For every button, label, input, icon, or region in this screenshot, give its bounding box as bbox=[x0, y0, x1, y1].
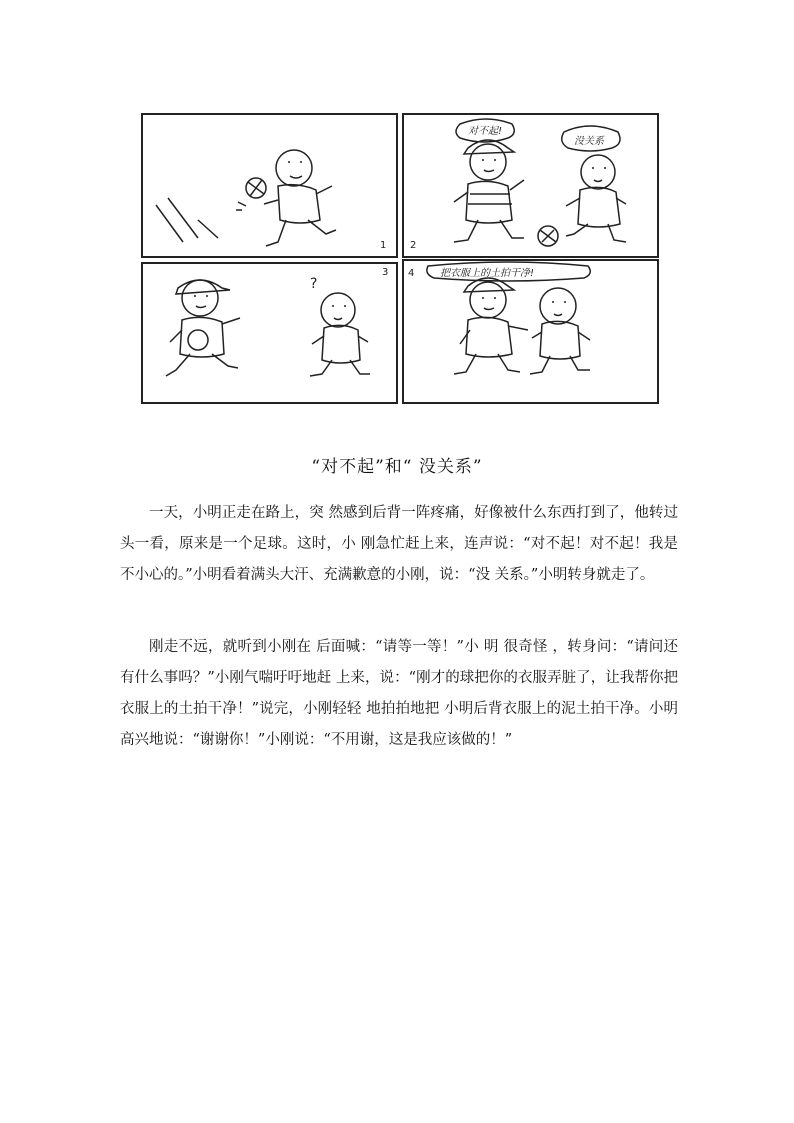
panel-3-number: 3 bbox=[382, 267, 389, 278]
comic-strip-drawing bbox=[138, 110, 662, 406]
comic-strip bbox=[138, 110, 662, 406]
panel-1-number: 1 bbox=[380, 240, 387, 251]
panel-2-bubble-right: 没关系 bbox=[574, 136, 604, 147]
story-paragraph-2: 刚走不远，就听到小刚在 后面喊：“请等一等！”小 明 很奇怪 ，转身问：“请问还有什么事吗？”小刚气喘吁吁地赶 上来，说：“刚才的球把你的衣服弄脏了，让我帮你把衣服上的土拍干净！”说完，小刚轻轻 地拍拍地把 小明后背衣服上的泥土拍干净。小明高兴地说：“谢谢你！”小刚说：“不用谢，这是我应该做的！” bbox=[120, 639, 678, 748]
panel-2-number: 2 bbox=[410, 240, 417, 251]
document-title: “对不起”和“ 没关系” bbox=[311, 457, 483, 477]
comic-panel-1 bbox=[142, 114, 397, 257]
panel-1-art bbox=[156, 150, 336, 246]
panel-4-number: 4 bbox=[408, 268, 415, 279]
panel-3-art bbox=[166, 276, 370, 376]
story-paragraph-1: 一天，小明正走在路上，突 然感到后背一阵疼痛，好像被什么东西打到了，他转过 头一看，原来是一个足球。这时，小 刚急忙赶上来，连声说：“对不起！对不起！我是不小心的。”小明看着满头大汗、充满歉意的小刚，说：“没 关系。”小明转身就走了。 bbox=[120, 505, 678, 583]
panel-4-bubble: 把衣服上的土拍干净! bbox=[440, 268, 535, 279]
panel-3-question-mark: ? bbox=[310, 276, 318, 292]
panel-2-bubble-left: 对不起! bbox=[468, 126, 503, 137]
